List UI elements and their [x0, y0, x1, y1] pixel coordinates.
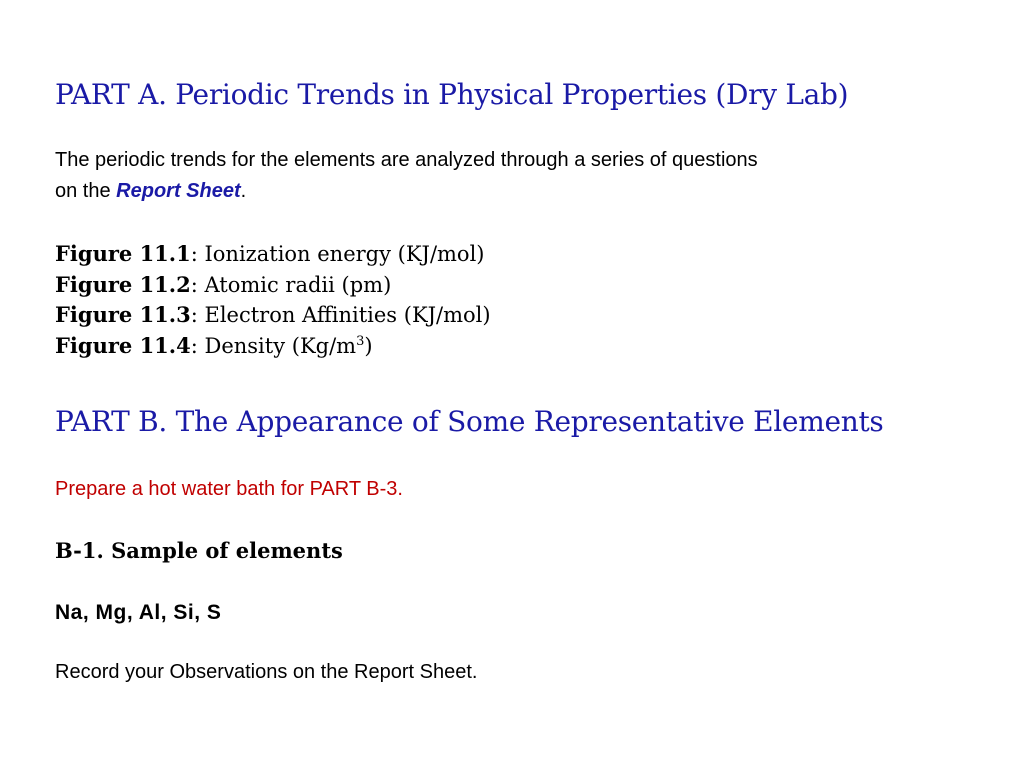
report-sheet-link: Report Sheet [116, 180, 241, 202]
hot-water-bath-note: Prepare a hot water bath for PART B-3. [55, 478, 403, 500]
part-a-intro-line2 [55, 180, 246, 203]
intro-prefix: on the [55, 180, 117, 202]
figure-item [55, 241, 485, 266]
figure-desc: : Density (Kg/m [190, 334, 357, 358]
figure-label: Figure 11.2 [55, 272, 191, 297]
figure-item [55, 333, 373, 358]
figure-desc: : Ionization energy (KJ/mol) [190, 242, 485, 266]
record-observations-instruction: Record your Observations on the Report Sheet. [55, 661, 478, 683]
intro-suffix: . [240, 180, 247, 202]
figure-item [55, 302, 491, 327]
figure-desc-superscript: 3 [356, 334, 365, 349]
figure-label: Figure 11.1 [55, 241, 191, 266]
part-b-heading: PART B. The Appearance of Some Representative Elements [55, 405, 884, 438]
figure-item [55, 272, 391, 297]
figure-desc-end: ) [364, 334, 373, 358]
figure-label: Figure 11.4 [55, 333, 191, 358]
figure-desc: : Electron Affinities (KJ/mol) [190, 303, 491, 327]
b1-subheading: B-1. Sample of elements [55, 538, 343, 563]
figure-desc: : Atomic radii (pm) [190, 273, 392, 297]
element-list: Na, Mg, Al, Si, S [55, 601, 222, 624]
figure-label: Figure 11.3 [55, 302, 191, 327]
part-a-heading: PART A. Periodic Trends in Physical Properties (Dry Lab) [55, 78, 849, 111]
part-a-intro-line1: The periodic trends for the elements are analyzed through a series of questions [55, 149, 758, 171]
